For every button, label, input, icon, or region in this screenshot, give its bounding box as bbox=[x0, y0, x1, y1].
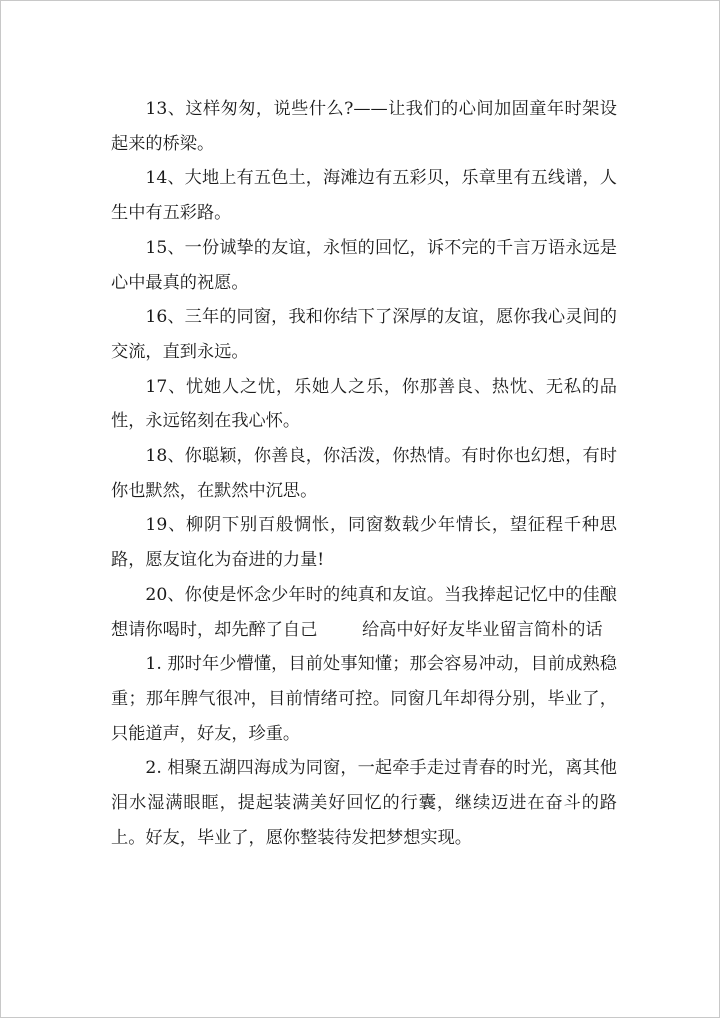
paragraph-17: 17、忧她人之忧，乐她人之乐，你那善良、热忱、无私的品性，永远铭刻在我心怀。 bbox=[111, 376, 617, 432]
paragraph-20-text: 20、你使是怀念少年时的纯真和友谊。当我捧起记忆中的佳酿想请你喝时，却先醉了自己 bbox=[111, 584, 617, 640]
paragraph-16: 16、三年的同窗，我和你结下了深厚的友谊，愿你我心灵间的交流，直到永远。 bbox=[111, 307, 617, 362]
document-body bbox=[111, 92, 617, 855]
paragraph-15: 15、一份诚挚的友谊，永恒的回忆，诉不完的千言万语永远是心中最真的祝愿。 bbox=[111, 237, 617, 293]
paragraph-13: 13、这样匆匆，说些什么?——让我们的心间加固童年时架设起来的桥梁。 bbox=[111, 99, 617, 154]
paragraph-18: 18、你聪颖，你善良，你活泼，你热情。有时你也幻想，有时你也默然，在默然中沉思。 bbox=[111, 446, 617, 501]
paragraph-item-1: 1. 那时年少懵懂，目前处事知懂；那会容易冲动，目前成熟稳重；那年脾气很冲，目前情绪可控。同窗几年却得分别，毕业了，只能道声，好友，珍重。 bbox=[111, 654, 617, 744]
paragraph-19: 19、柳阴下别百般惆怅，同窗数载少年情长，望征程千种思路，愿友谊化为奋进的力量! bbox=[111, 515, 617, 571]
paragraph-14: 14、大地上有五色土，海滩边有五彩贝，乐章里有五线谱，人生中有五彩路。 bbox=[111, 168, 617, 224]
paragraph-item-2: 2. 相聚五湖四海成为同窗，一起牵手走过青春的时光，离其他泪水湿满眼眶，提起装满美好回忆的行囊，继续迈进在奋斗的路上。好友，毕业了，愿你整装待发把梦想实现。 bbox=[111, 758, 617, 848]
paragraph-20 bbox=[111, 578, 617, 647]
section-heading: 给高中好好友毕业留言简朴的话 bbox=[361, 619, 603, 640]
